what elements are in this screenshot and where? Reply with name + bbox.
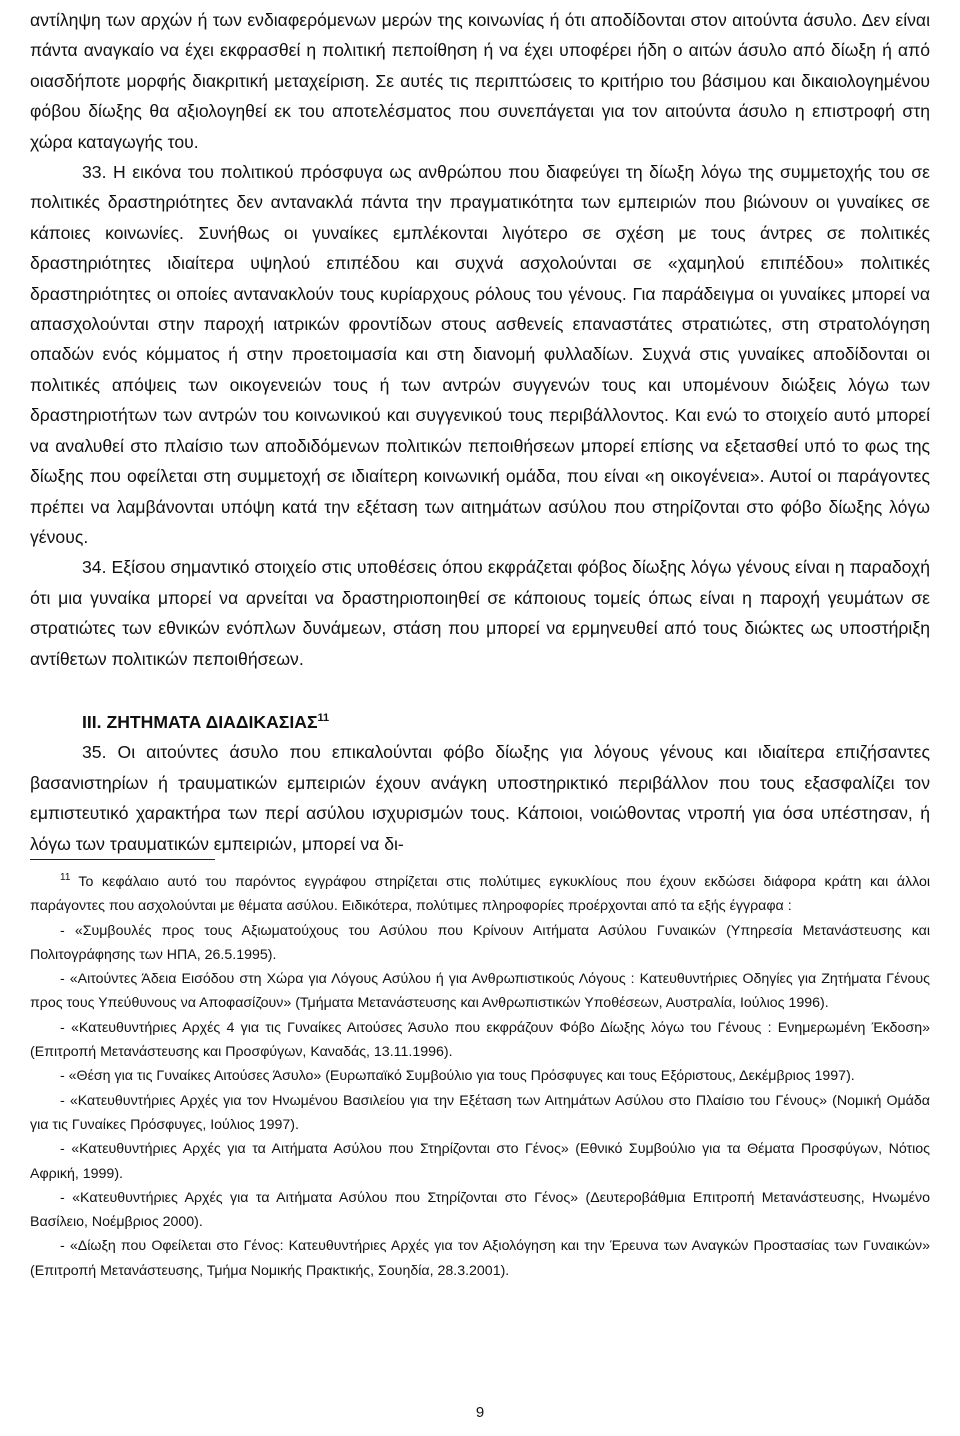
footnote-intro-text: Το κεφάλαιο αυτό του παρόντος εγγράφου στηρίζεται στις πολύτιμες εγκυκλίους που έχουν εκδώσει διάφορα κράτη και άλλοι παράγοντες που ασχολούνται με θέματα ασύλου. Ειδικότερα, πολύτιμες πληροφορίες προέρχονται από τα εξής έγγραφα :	[30, 874, 930, 915]
footnote-item: - «Κατευθυντήριες Αρχές για τα Αιτήματα Ασύλου που Στηρίζονται στο Γένος» (Εθνικό Συμβούλιο για τα Θέματα Προσφύγων, Νότιος Αφρική, 1999).	[30, 1141, 930, 1182]
footnote-intro	[30, 870, 930, 919]
footnote-item: - «Κατευθυντήριες Αρχές 4 για τις Γυναίκες Αιτούσες Άσυλο που εκφράζουν Φόβο Δίωξης λόγω του Γένους : Ενημερωμένη Έκδοση» (Επιτροπή Μετανάστευσης και Προσφύγων, Καναδάς, 13.11.1996).	[30, 1019, 930, 1061]
footnotes	[30, 870, 930, 1283]
body-text-continued	[30, 737, 930, 859]
paragraph-33: 33. Η εικόνα του πολιτικού πρόσφυγα ως ανθρώπου που διαφεύγει τη δίωξη λόγω της συμμετοχής του σε πολιτικές δραστηριότητες δεν αντανακλά πάντα την πραγματικότητα των εμπειριών που βιώνουν οι γυναίκες σε κάποιες κοινωνίες. Συνήθως οι γυναίκες εμπλέκονται λιγότερο σε σχέση με τους άντρες σε πολιτικές δραστηριότητες ιδιαίτερα υψηλού επιπέδου και συχνά ασχολούνται σε «χαμηλού επιπέδου» πολιτικές δραστηριότητες οι οποίες αντανακλούν τους κυρίαρχους ρόλους του γένους. Για παράδειγμα οι γυναίκες μπορεί να απασχολούνται στην παροχή ιατρικών φροντίδων στους ασθενείς επαναστάτες στρατιώτες, στη στρατολόγηση οπαδών ενός κόμματος ή στην προετοιμασία και στη διανομή φυλλαδίων. Συχνά στις γυναίκες αποδίδονται οι πολιτικές απόψεις των οικογενειών τους ή των αντρών συγγενών τους και υπομένουν διώξεις λόγω των δραστηριοτήτων των αντρών του κοινωνικού και συγγενικού τους περιβάλλοντος. Και ενώ το στοιχείο αυτό μπορεί να αναλυθεί στο πλαίσιο των αποδιδόμενων πολιτικών πεποιθήσεων μπορεί επίσης να εξετασθεί υπό το φως της δίωξης που οφείλεται στη συμμετοχή σε ιδιαίτερη κοινωνική ομάδα, που είναι «η οικογένεια». Αυτοί οι παράγοντες πρέπει να λαμβάνονται υπόψη κατά την εξέταση των αιτημάτων ασύλου που στηρίζονται στο φόβο δίωξης λόγω γένους.	[30, 162, 930, 547]
footnote-separator	[30, 859, 215, 860]
page-number: 9	[475, 1404, 485, 1421]
section-heading-text: III. ΖΗΤΗΜΑΤΑ ΔΙΑΔΙΚΑΣΙΑΣ	[82, 711, 318, 732]
section-heading	[30, 707, 930, 737]
paragraph-34: 34. Εξίσου σημαντικό στοιχείο στις υποθέσεις όπου εκφράζεται φόβος δίωξης λόγω γένους είναι η παραδοχή ότι μια γυναίκα μπορεί να αρνείται να δραστηριοποιηθεί σε κάποιους τομείς όπως είναι η παροχή γευμάτων σε στρατιώτες των εθνικών ενόπλων δυνάμεων, στάση που μπορεί να ερμηνευθεί από τους διώκτες ως υποστήριξη αντίθετων πολιτικών πεποιθήσεων.	[30, 557, 930, 669]
paragraph-35: 35. Οι αιτούντες άσυλο που επικαλούνται φόβο δίωξης για λόγους γένους και ιδιαίτερα επιζήσαντες βασανιστηρίων ή τραυματικών εμπειριών έχουν ανάγκη υποστηρικτικό περιβάλλον που τους εξασφαλίζει τον εμπιστευτικό χαρακτήρα των περί ασύλου ισχυρισμών τους. Κάποιοι, νοιώθοντας ντροπή για όσα υπέστησαν, ή λόγω των τραυματικών εμπειριών, μπορεί να δι-	[30, 742, 930, 854]
document-page	[30, 0, 930, 859]
footnote-item: - «Κατευθυντήριες Αρχές για τον Ηνωμένου Βασιλείου για την Εξέταση των Αιτημάτων Ασύλου στο Πλαίσιο του Γένους» (Νομική Ομάδα για τις Γυναίκες Πρόσφυγες, Ιούλιος 1997).	[30, 1092, 930, 1133]
paragraph-continuation: αντίληψη των αρχών ή των ενδιαφερόμενων μερών της κοινωνίας ή ότι αποδίδονται στον αιτούντα άσυλο. Δεν είναι πάντα αναγκαίο να έχει εκφρασθεί η πολιτική πεποίθηση ή να έχει υποφέρει ήδη ο αιτών άσυλο από δίωξη ή από οιασδήποτε μορφής διακριτική μεταχείριση. Σε αυτές τις περιπτώσεις το κριτήριο του βάσιμου και δικαιολογημένου φόβου δίωξης θα αξιολογηθεί εκ του αποτελέσματος που συνεπάγεται για τον αιτούντα άσυλο η επιστροφή στη χώρα καταγωγής του.	[30, 10, 930, 152]
footnote-reference: 11	[317, 712, 330, 725]
body-text	[30, 5, 930, 674]
footnote-item: - «Θέση για τις Γυναίκες Αιτούσες Άσυλο» (Ευρωπαϊκό Συμβούλιο για τους Πρόσφυγες και τους Εξόριστους, Δεκέμβριος 1997).	[60, 1068, 855, 1085]
footnote-item: - «Αιτούντες Άδεια Εισόδου στη Χώρα για Λόγους Ασύλου ή για Ανθρωπιστικούς Λόγους : Κατευθυντήριες Οδηγίες για Ζητήματα Γένους προς τους Υπεύθυνους να Αποφασίζουν» (Τμήματα Μετανάστευσης και Ανθρωπιστικών Υποθέσεων, Αυστραλία, Ιούλιος 1996).	[30, 971, 930, 1012]
footnote-item: - «Δίωξη που Οφείλεται στο Γένος: Κατευθυντήριες Αρχές για τον Αξιολόγηση και την Έρευνα των Αναγκών Προστασίας των Γυναικών» (Επιτροπή Μετανάστευσης, Τμήμα Νομικής Πρακτικής, Σουηδία, 28.3.2001).	[30, 1238, 930, 1279]
footnote-item: - «Συμβουλές προς τους Αξιωματούχους του Ασύλου που Κρίνουν Αιτήματα Ασύλου Γυναικών (Υπηρεσία Μετανάστευσης και Πολιτογράφησης των ΗΠΑ, 26.5.1995).	[30, 922, 930, 963]
footnote-number: 11	[60, 872, 71, 884]
footnote-item: - «Κατευθυντήριες Αρχές για τα Αιτήματα Ασύλου που Στηρίζονται στο Γένος» (Δευτεροβάθμια Επιτροπή Μετανάστευσης, Ηνωμένο Βασίλειο, Νοέμβριος 2000).	[30, 1189, 930, 1231]
